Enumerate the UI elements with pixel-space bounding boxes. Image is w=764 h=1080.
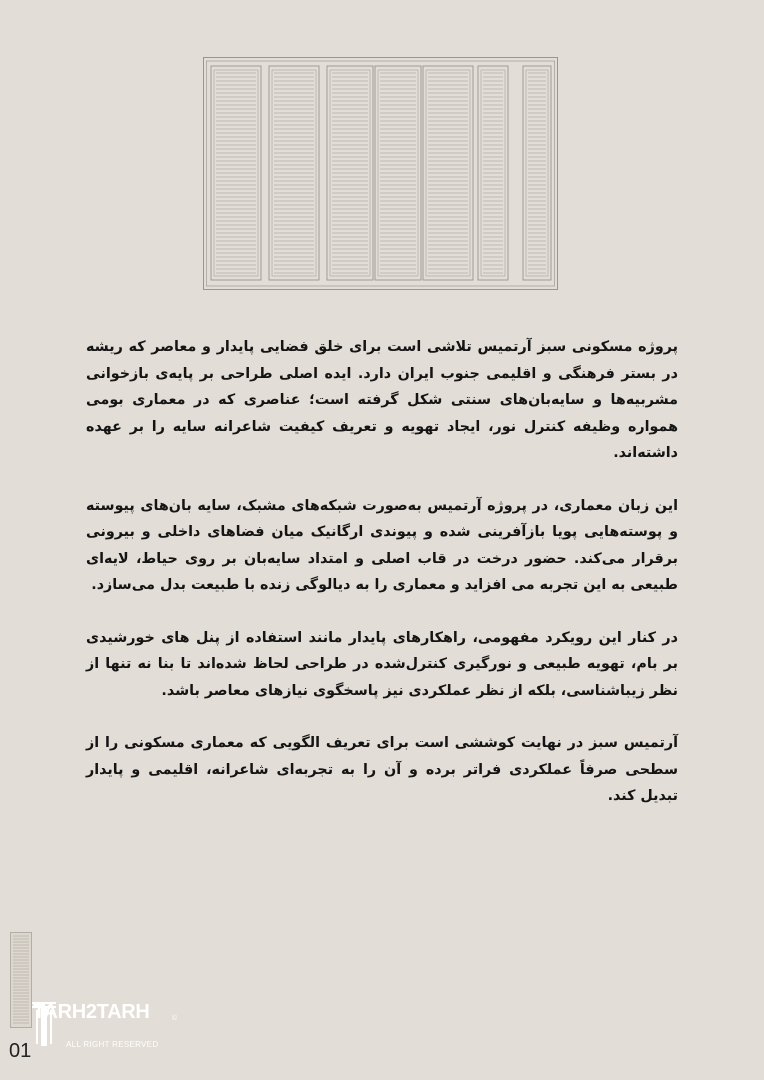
- louver-shutter-drawing: [203, 57, 558, 290]
- side-louver-strip-icon: [10, 932, 32, 1028]
- page-number: 01: [9, 1040, 32, 1062]
- logo-subtitle: ALL RIGHT RESERVED: [66, 1040, 159, 1049]
- logo-text: TARH2TARH: [33, 1001, 150, 1023]
- paragraph-1: پروژه مسکونی سبز آرتمیس تلاشی است برای خلق فضایی پایدار و معاصر که ریشه در بستر فرهنگی و اقلیمی جنوب ایران دارد. ایده اصلی طراحی بر پایه‌ی بازخوانی مشربیه‌ها و سایه‌بان‌های سنتی شکل گرفته است؛ عناصری که در معماری بومی همواره وظیفه کنترل نور، ایجاد تهویه و تعریف کیفیت شاعرانه سایه را بر عهده داشته‌اند.: [86, 339, 678, 461]
- copyright-mark: ©: [172, 1015, 178, 1022]
- paragraph-4: آرتمیس سبز در نهایت کوششی است برای تعریف الگویی که معماری مسکونی را از سطحی صرفاً عملکردی فراتر برده و آن را به تجربه‌ای شاعرانه، اقلیمی و پایدار تبدیل کند.: [86, 735, 678, 804]
- body-text: [86, 334, 678, 836]
- paragraph-3: در کنار این رویکرد مفهومی، راهکارهای پایدار مانند استفاده از پنل های خورشیدی بر بام، تهویه طبیعی و نورگیری کنترل‌شده در طراحی لحاظ شده‌اند تا بنا نه تنها از نظر زیباشناسی، بلکه از نظر عملکردی نیز پاسخگوی نیازهای معاصر باشد.: [86, 629, 678, 699]
- paragraph-2: این زبان معماری، در پروژه آرتمیس به‌صورت شبکه‌های مشبک، سایه بان‌های پیوسته و پوسته‌هایی پویا بازآفرینی شده و پیوندی ارگانیک میان فضاهای داخلی و بیرونی برقرار می‌کند. حضور درخت در قاب اصلی و امتداد سایه‌بان بر روی حیاط، لایه‌ای طبیعی به این تجربه می افزاید و معماری را به دیالوگی زنده با طبیعت بدل می‌سازد.: [86, 497, 678, 593]
